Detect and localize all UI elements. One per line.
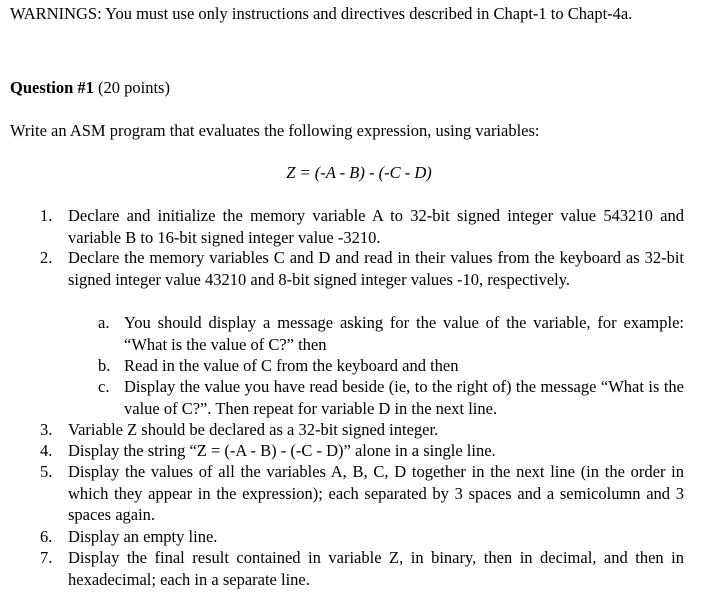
item-text: Display the values of all the variables A, B, C, D together in the next line (in the order in which they appear in the expression); each separated by 3 spaces and a semicolumn and 3 spaces again. (68, 462, 684, 525)
item-text: Variable Z should be declared as a 32-bit signed integer. (68, 420, 439, 439)
question-heading (10, 78, 170, 98)
list-item (40, 461, 684, 526)
item-number: 5. (40, 462, 53, 481)
sub-item-letter: a. (98, 313, 110, 332)
item-number: 2. (40, 248, 53, 267)
list-item (40, 247, 684, 290)
item-text: Display an empty line. (68, 527, 218, 546)
item-number: 7. (40, 548, 53, 567)
item-text: Declare the memory variables C and D and read in their values from the keyboard as 32-bit signed integer value 43210 and 8-bit signed integer values -10, respectively. (68, 248, 684, 289)
item-number: 6. (40, 527, 53, 546)
sub-list-item (98, 355, 684, 377)
item-number: 3. (40, 420, 53, 439)
sub-item-letter: b. (98, 356, 111, 375)
list-item (40, 526, 684, 548)
sub-list-item (98, 376, 684, 419)
item-number: 4. (40, 441, 53, 460)
question-title: Question #1 (10, 78, 94, 97)
question-points: (20 points) (98, 78, 170, 97)
list-item (40, 205, 684, 248)
item-text: Declare and initialize the memory variable A to 32-bit signed integer value 543210 and variable B to 16-bit signed integer value -3210. (68, 206, 684, 247)
sub-item-text: Read in the value of C from the keyboard and then (124, 356, 459, 375)
intro-text: Write an ASM program that evaluates the following expression, using variables: (10, 121, 540, 140)
sub-item-text: Display the value you have read beside (ie, to the right of) the message “What is the value of C?”. Then repeat for variable D in the next line. (124, 377, 684, 418)
list-item (40, 419, 684, 441)
item-text: Display the string “Z = (-A - B) - (-C - D)” alone in a single line. (68, 441, 496, 460)
item-text: Display the final result contained in variable Z, in binary, then in decimal, and then in hexadecimal; each in a separate line. (68, 548, 684, 589)
item-number: 1. (40, 206, 53, 225)
sub-item-letter: c. (98, 377, 110, 396)
expression: Z = (-A - B) - (-C - D) (286, 163, 432, 182)
sub-list-item (98, 312, 684, 355)
sub-item-text: You should display a message asking for the value of the variable, for example: “What is the value of C?” then (124, 313, 684, 354)
list-item (40, 547, 684, 590)
list-item (40, 440, 684, 462)
warning-text: WARNINGS: You must use only instructions and directives described in Chapt-1 to Chapt-4a. (10, 4, 633, 23)
